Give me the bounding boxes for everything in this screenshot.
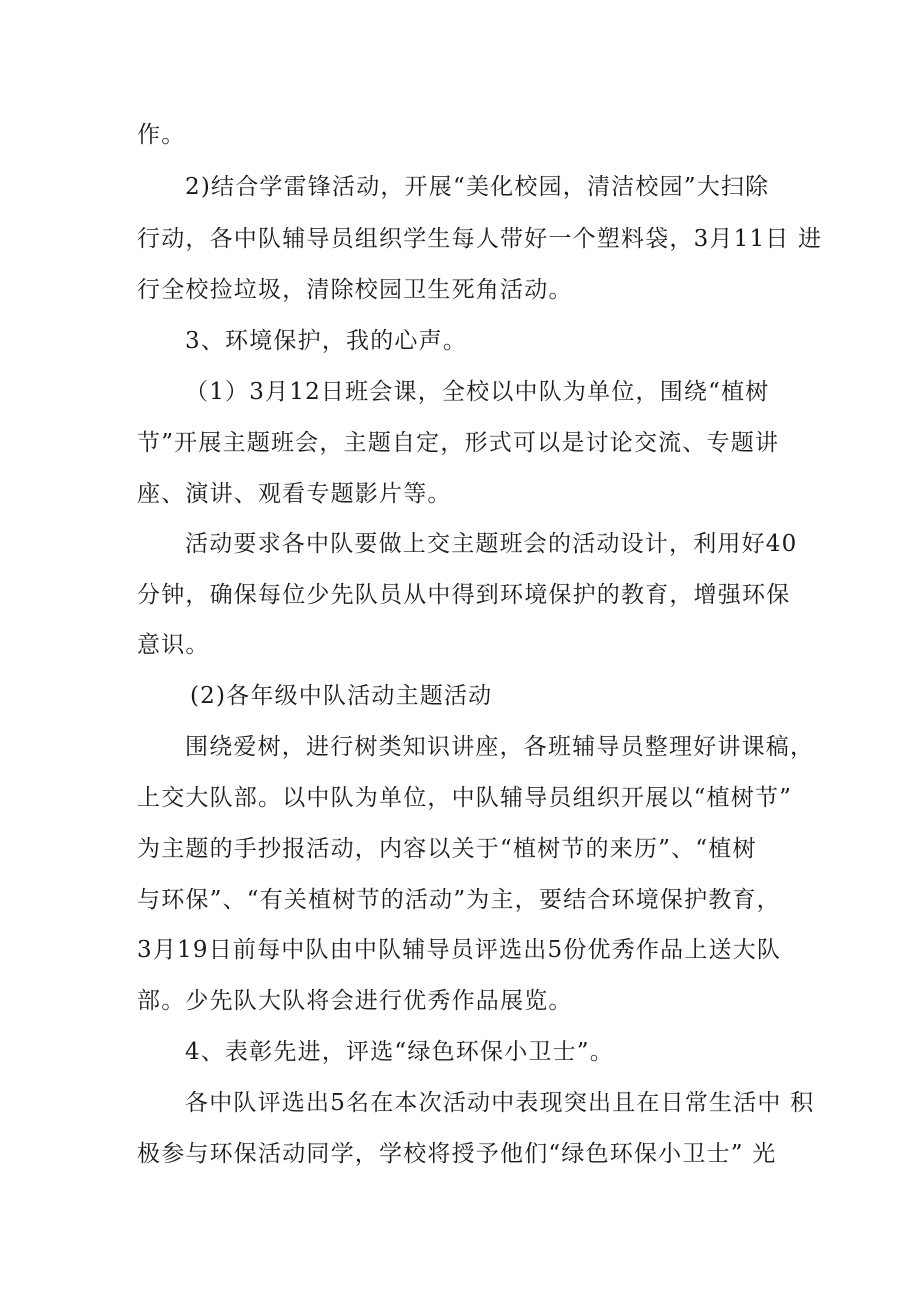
text-line-15: 为主题的手抄报活动，内容以关于“植树节的来历”、“植树 [137,836,757,862]
text-line-19: 4、表彰先进，评选“绿色环保小卫士”。 [185,1039,614,1065]
text-line-3: 行动，各中队辅导员组织学生每人带好一个塑料袋，3月11日 进 [137,226,823,252]
text-line-12: (2)各年级中队活动主题活动 [190,683,493,709]
text-line-6: （1）3月12日班会课，全校以中队为单位，围绕“植树 [185,379,770,405]
text-line-17: 3月19日前每中队由中队辅导员评选出5份优秀作品上送大队 [137,937,782,963]
text-line-9: 活动要求各中队要做上交主题班会的活动设计，利用好40 [185,531,798,557]
text-line-14: 上交大队部。以中队为单位，中队辅导员组织开展以“植树节” [137,785,793,811]
text-line-10: 分钟，确保每位少先队员从中得到环境保护的教育，增强环保 [137,582,791,608]
text-line-13: 围绕爱树，进行树类知识讲座，各班辅导员整理好讲课稿， [185,734,815,760]
text-line-18: 部。少先队大队将会进行优秀作品展览。 [137,988,573,1014]
text-line-2: 2)结合学雷锋活动，开展“美化校园，清洁校园”大扫除 [185,174,770,200]
text-line-1: 作。 [137,122,186,148]
text-line-20: 各中队评选出5名在本次活动中表现突出且在日常生活中 积 [185,1090,815,1116]
text-line-11: 意识。 [137,632,210,658]
text-line-16: 与环保”、“有关植树节的活动”为主，要结合环境保护教育， [137,887,781,913]
text-line-21: 极参与环保活动同学，学校将授予他们“绿色环保小卫士” 光 [137,1141,777,1167]
text-line-5: 3、环境保护，我的心声。 [185,328,468,354]
text-line-8: 座、演讲、观看专题影片等。 [137,481,452,507]
text-line-7: 节”开展主题班会，主题自定，形式可以是讨论交流、专题讲 [137,430,780,456]
text-line-4: 行全校捡垃圾，清除校园卫生死角活动。 [137,277,573,303]
